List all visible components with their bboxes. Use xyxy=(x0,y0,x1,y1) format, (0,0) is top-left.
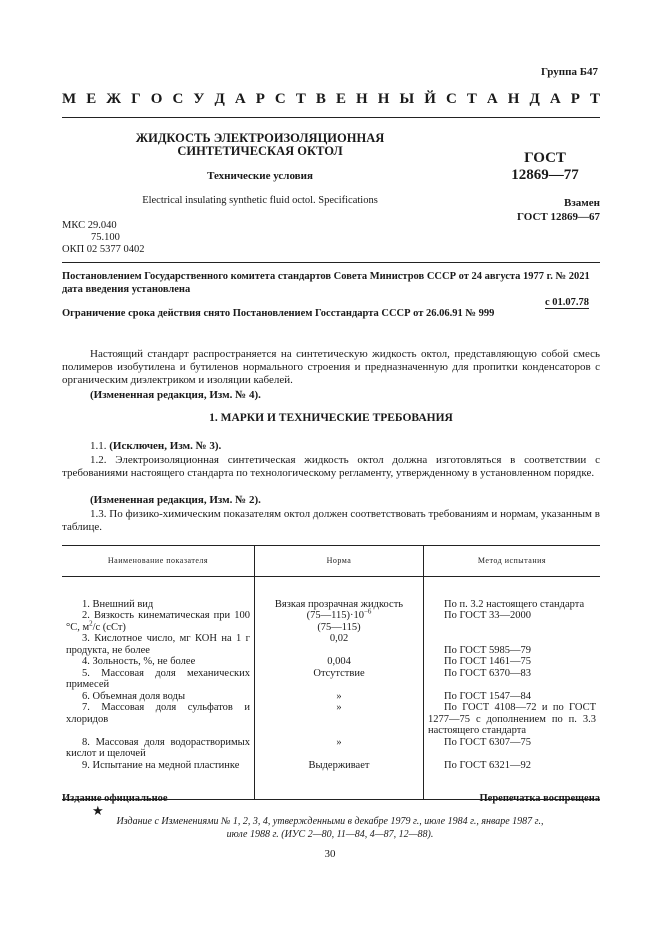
clause-1-1-number: 1.1. xyxy=(90,440,107,452)
row-method: По ГОСТ 1547—84 xyxy=(424,691,601,703)
banner-letter: Н xyxy=(377,91,390,107)
edition-line-1: Издание с Изменениями № 1, 2, 3, 4, утвержденными в декабре 1979 г., июле 1984 г., январе 1987 г., xyxy=(116,816,544,827)
page-number: 30 xyxy=(324,848,336,860)
banner-letter: Ж xyxy=(106,91,122,107)
banner-letter: Ы xyxy=(399,91,415,107)
norm-value-2: (75—115) xyxy=(317,621,361,633)
header-indicator: Наименование показателя xyxy=(62,546,255,577)
document-title xyxy=(135,132,385,158)
official-edition: Издание официальное xyxy=(62,793,168,804)
indicator-text: 2. Вязкость кинематическая при 100 °С, м xyxy=(66,610,250,633)
norm-exponent: −6 xyxy=(363,607,372,616)
effective-date: с 01.07.78 xyxy=(545,297,590,308)
table-row xyxy=(62,668,600,691)
banner-letter: Г xyxy=(131,91,141,107)
row-method: По ГОСТ 33—2000 xyxy=(424,610,601,633)
edition-note xyxy=(100,815,560,841)
clause-1-3: 1.3. По физико-химическим показателям октол должен соответствовать требованиям и нормам, указанным в таблице. xyxy=(62,508,600,533)
banner-letter: М xyxy=(62,91,77,107)
row-norm xyxy=(255,607,424,633)
banner-letter: Е xyxy=(335,91,346,107)
table-header-row xyxy=(62,546,600,577)
table-row xyxy=(62,656,600,668)
banner-letter: А xyxy=(234,91,246,107)
row-method: По ГОСТ 6307—75 xyxy=(424,737,601,760)
indicator-unit: /с (сСт) xyxy=(92,621,126,633)
english-title: Electrical insulating synthetic fluid octol. Specifications xyxy=(142,195,378,206)
reprint-prohibited: Перепечатка воспрещена xyxy=(479,793,600,804)
table-row xyxy=(62,633,600,656)
banner-letter: Е xyxy=(86,91,97,107)
banner-letter: В xyxy=(315,91,326,107)
clause-1-1 xyxy=(90,440,600,453)
banner-letter: Н xyxy=(507,91,520,107)
document-subtitle: Технические условия xyxy=(207,170,313,182)
row-method: По ГОСТ 1461—75 xyxy=(424,656,601,668)
mks-code: МКС 29.040 xyxy=(62,220,117,231)
section-1-title: 1. МАРКИ И ТЕХНИЧЕСКИЕ ТРЕБОВАНИЯ xyxy=(209,412,453,424)
gost-number: 12869—77 xyxy=(511,167,579,183)
banner-letter: Р xyxy=(255,91,265,107)
row-indicator: 5. Массовая доля механических примесей xyxy=(66,667,250,690)
edition-line-2: июле 1988 г. (ИУС 2—80, 11—84, 4—87, 12—88). xyxy=(226,829,434,840)
header-method: Метод испытания xyxy=(424,546,601,577)
row-indicator: 7. Массовая доля сульфатов и хлоридов xyxy=(66,702,250,725)
banner-letter: Т xyxy=(295,91,306,107)
star-icon: ★ xyxy=(92,803,104,818)
banner-letter: Д xyxy=(214,91,225,107)
row-method: По ГОСТ 6321—92 xyxy=(424,760,601,800)
row-indicator xyxy=(62,610,255,633)
row-method: По ГОСТ 5985—79 xyxy=(424,633,601,656)
banner-rule xyxy=(62,117,600,118)
limit-text: Ограничение срока действия снято Постановлением Госстандарта СССР от 26.06.91 № 999 xyxy=(62,308,495,319)
banner-letter: Р xyxy=(570,91,580,107)
table-row xyxy=(62,737,600,760)
banner-letter: Т xyxy=(466,91,477,107)
gost-number-block xyxy=(500,150,590,184)
okp-code: ОКП 02 5377 0402 xyxy=(62,244,145,255)
banner-letter: А xyxy=(549,91,561,107)
row-norm: » xyxy=(255,737,424,760)
clause-1-1-text: (Исключен, Изм. № 3). xyxy=(109,440,222,452)
row-indicator: 1. Внешний вид xyxy=(82,598,154,610)
banner-letter: Й xyxy=(424,91,436,107)
row-indicator: 4. Зольность, %, не более xyxy=(82,656,196,667)
title-line-1: ЖИДКОСТЬ ЭЛЕКТРОИЗОЛЯЦИОННАЯ xyxy=(135,131,385,145)
banner-letter: Д xyxy=(529,91,540,107)
banner-letter: А xyxy=(486,91,498,107)
standard-banner xyxy=(62,91,600,108)
banner-letter: С xyxy=(274,91,286,107)
row-norm: 0,004 xyxy=(255,656,424,668)
group-code: Группа Б47 xyxy=(541,66,598,78)
table-row xyxy=(62,702,600,737)
row-norm: » xyxy=(255,691,424,703)
row-method: По ГОСТ 6370—83 xyxy=(424,668,601,691)
mks-code-2: 75.100 xyxy=(91,232,120,243)
intro-edit-note: (Измененная редакция, Изм. № 4). xyxy=(90,389,261,401)
row-indicator: 6. Объемная доля воды xyxy=(82,690,186,702)
row-norm: 0,02 xyxy=(255,633,424,656)
intro-paragraph: Настоящий стандарт распространяется на синтетическую жидкость октол, представляющую собой смесь полимеров изобутилена и бутиленов нормального строения и предназначенную для пропитки конденсаторов с органическим диэлектриком и изоляции кабелей. xyxy=(62,348,600,386)
banner-letter: О xyxy=(150,91,163,107)
replaces-standard: ГОСТ 12869—67 xyxy=(517,211,600,223)
banner-letter: Т xyxy=(589,91,600,107)
norm-value: (75—115)·10 xyxy=(306,610,364,621)
specification-table xyxy=(62,545,600,800)
gost-label: ГОСТ xyxy=(524,150,566,166)
banner-letter: С xyxy=(445,91,457,107)
row-indicator: 3. Кислотное число, мг КОН на 1 г продукта, не более xyxy=(66,633,250,656)
row-norm: Выдерживает xyxy=(255,760,424,800)
row-norm: Отсутствие xyxy=(255,668,424,691)
indicator-superscript: 2 xyxy=(89,619,93,627)
replaces-block xyxy=(480,196,600,224)
decree-text xyxy=(62,270,600,296)
banner-letter: У xyxy=(193,91,205,107)
banner-letter: Н xyxy=(356,91,368,107)
row-norm: Вязкая прозрачная жидкость xyxy=(255,576,424,610)
clause-1-2: 1.2. Электроизоляционная синтетическая жидкость октол должна изготовляться в соответствии с требованиями настоящего стандарта по технологическому регламенту, утвержденному в установленном порядке. xyxy=(62,454,600,479)
banner-letter: С xyxy=(172,91,184,107)
decree-line-2: дата введения установлена xyxy=(62,284,191,295)
replaces-label: Взамен xyxy=(564,197,600,209)
title-line-2: СИНТЕТИЧЕСКАЯ ОКТОЛ xyxy=(177,144,343,158)
row-method: По п. 3.2 настоящего стандарта xyxy=(424,576,601,610)
decree-line-1: Постановлением Государственного комитета стандартов Совета Министров СССР от 24 августа 1977 г. № 2021 xyxy=(62,271,590,282)
table-row xyxy=(62,691,600,703)
header-norm: Норма xyxy=(255,546,424,577)
table-row xyxy=(62,576,600,610)
row-method: По ГОСТ 4108—72 и по ГОСТ 1277—75 с дополнением по п. 3.3 настоящего стандарта xyxy=(424,702,601,737)
row-indicator: 8. Массовая доля водорастворимых кислот и щелочей xyxy=(66,736,250,759)
classification-codes xyxy=(62,220,145,256)
clause-1-2-edit-note: (Измененная редакция, Изм. № 2). xyxy=(90,494,261,506)
row-norm: » xyxy=(255,702,424,737)
header-rule xyxy=(62,262,600,263)
table-row xyxy=(62,610,600,633)
row-indicator: 9. Испытание на медной пластинке xyxy=(62,760,255,800)
